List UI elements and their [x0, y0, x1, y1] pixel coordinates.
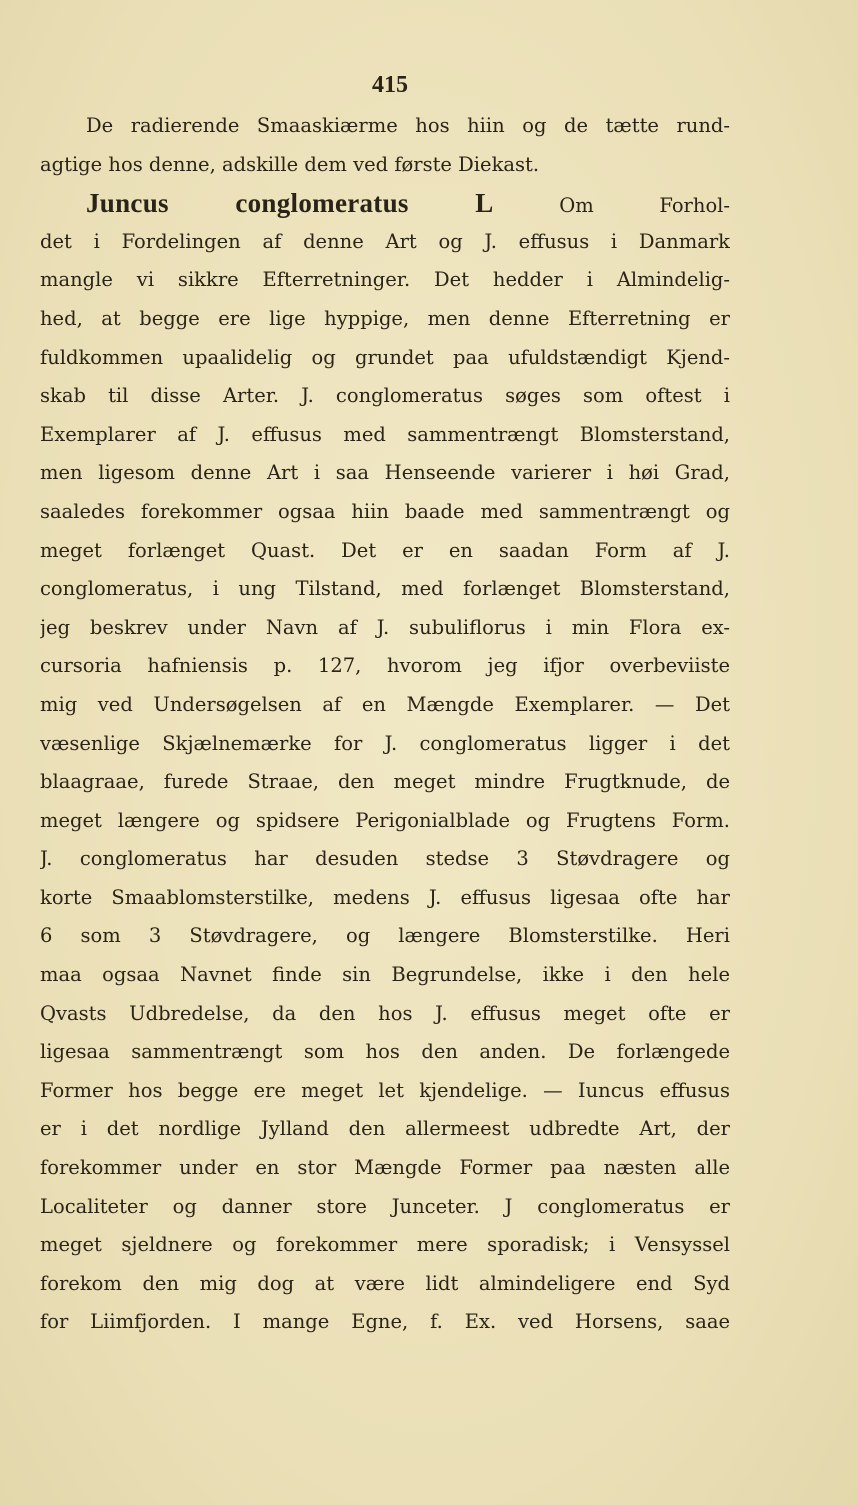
text-line: Former hos begge ere meget let kjendelige. — Iuncus effusus: [40, 1078, 730, 1102]
text-line: fuldkommen upaalidelig og grundet paa ufuldstændigt Kjend-: [40, 345, 730, 369]
text-line: det i Fordelingen af denne Art og J. effusus i Danmark: [40, 229, 730, 253]
text-line: meget længere og spidsere Perigonialblade og Frugtens Form.: [40, 808, 730, 832]
text-line: Localiteter og danner store Junceter. J conglomeratus er: [40, 1194, 730, 1218]
text-line: mig ved Undersøgelsen af en Mængde Exemplarer. — Det: [40, 692, 730, 716]
text-fragment: Om Forhol-: [559, 194, 730, 218]
text-line: J. conglomeratus har desuden stedse 3 Støvdragere og: [40, 847, 730, 871]
text-line: forekommer under en stor Mængde Former paa næsten alle: [40, 1156, 730, 1180]
text-line: for Liimfjorden. I mange Egne, f. Ex. ved Horsens, saae: [40, 1310, 730, 1334]
text-line: 6 som 3 Støvdragere, og længere Blomsterstilke. Heri: [40, 924, 730, 948]
text-line: saaledes forekommer ogsaa hiin baade med sammentrængt og: [40, 499, 730, 523]
text-line: Qvasts Udbredelse, da den hos J. effusus meget ofte er: [40, 1001, 730, 1025]
text-line: maa ogsaa Navnet finde sin Begrundelse, ikke i den hele: [40, 963, 730, 987]
text-line: men ligesom denne Art i saa Henseende varierer i høi Grad,: [40, 461, 730, 485]
text-line: hed, at begge ere lige hyppige, men denne Efterretning er: [40, 306, 730, 330]
section-heading-line: [40, 184, 730, 223]
body-text: [40, 107, 730, 1342]
text-line: skab til disse Arter. J. conglomeratus søges som oftest i: [40, 384, 730, 408]
text-line: De radierende Smaaskiærme hos hiin og de tætte rund-: [86, 114, 730, 137]
text-line: ligesaa sammentrængt som hos den anden. De forlængede: [40, 1040, 730, 1064]
species-heading: Juncus conglomeratus L: [86, 188, 494, 219]
text-line: conglomeratus, i ung Tilstand, med forlænget Blomsterstand,: [40, 577, 730, 601]
text-line: Exemplarer af J. effusus med sammentrængt Blomsterstand,: [40, 422, 730, 446]
text-line: blaagraae, furede Straae, den meget mindre Frugtknude, de: [40, 770, 730, 794]
text-line: jeg beskrev under Navn af J. subuliflorus i min Flora ex-: [40, 615, 730, 639]
text-line: forekom den mig dog at være lidt almindeligere end Syd: [40, 1271, 730, 1295]
text-line: meget forlænget Quast. Det er en saadan Form af J.: [40, 538, 730, 562]
text-line: korte Smaablomsterstilke, medens J. effusus ligesaa ofte har: [40, 885, 730, 909]
text-line: agtige hos denne, adskille dem ved første Diekast.: [40, 152, 540, 176]
text-line: er i det nordlige Jylland den allermeest udbredte Art, der: [40, 1117, 730, 1141]
text-line: mangle vi sikkre Efterretninger. Det hedder i Almindelig-: [40, 268, 730, 292]
text-line: meget sjeldnere og forekommer mere sporadisk; i Vensyssel: [40, 1233, 730, 1257]
page-number: 415: [372, 72, 408, 98]
text-line: væsenlige Skjælnemærke for J. conglomeratus ligger i det: [40, 731, 730, 755]
text-line: cursoria hafniensis p. 127, hvorom jeg ifjor overbeviiste: [40, 654, 730, 678]
